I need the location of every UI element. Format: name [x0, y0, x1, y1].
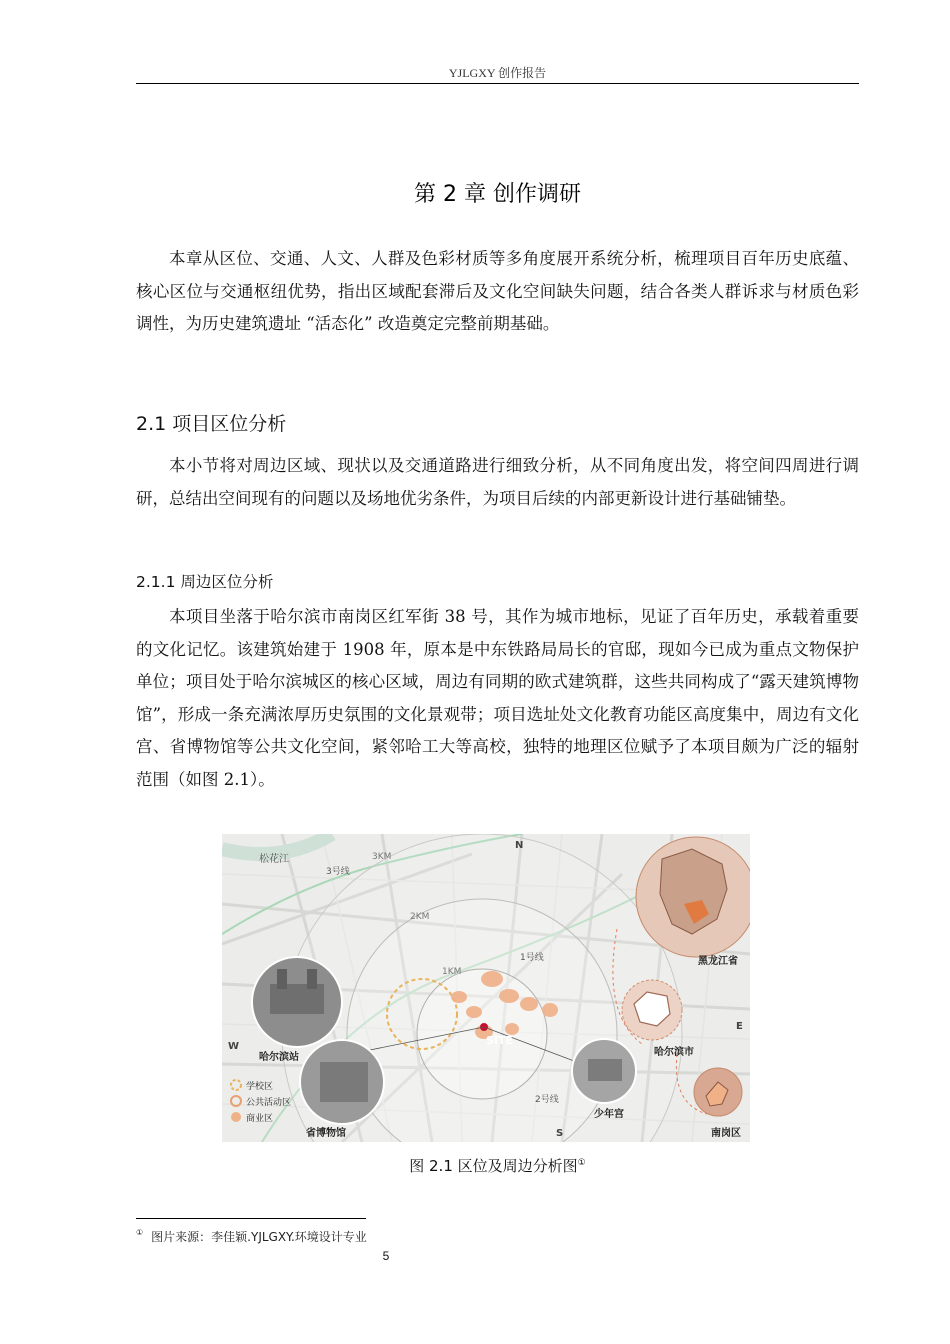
figure-caption-text: 图 2.1 区位及周边分析图	[409, 1157, 578, 1175]
line1-label: 1号线	[520, 953, 544, 963]
line2-label: 2号线	[535, 1095, 559, 1105]
chapter-title: 第 2 章 创作调研	[414, 182, 581, 207]
legend-commercial: 商业区	[246, 1114, 274, 1124]
running-header: YJLGXY 创作报告	[448, 66, 547, 80]
province-label: 黑龙江省	[698, 956, 738, 967]
west-label: W	[228, 1041, 240, 1052]
youth-palace-label: 少年宫	[594, 1109, 624, 1120]
figure-caption	[136, 1155, 859, 1176]
section-heading-2-1-1: 2.1.1 周边区位分析	[136, 573, 274, 591]
page-number: 5	[382, 1249, 390, 1263]
location-map	[222, 834, 750, 1142]
footnote-mark: ①	[136, 1228, 144, 1237]
museum-label: 省博物馆	[306, 1128, 346, 1139]
section-2-1-paragraph: 本小节将对周边区域、现状以及交通道路进行细致分析，从不同角度出发，将空间四周进行调研，总结出空间现有的问题以及场地优劣条件，为项目后续的内部更新设计进行基础铺垫。	[136, 456, 859, 508]
station-label: 哈尔滨站	[259, 1052, 299, 1063]
ring2-label: 2KM	[410, 912, 430, 922]
footnote	[136, 1228, 367, 1245]
ring3-label: 3KM	[372, 852, 392, 862]
section-heading-2-1: 2.1 项目区位分析	[136, 413, 287, 435]
district-label: 南岗区	[711, 1128, 741, 1139]
footnote-text: 图片来源：李佳颖.YJLGXY.环境设计专业	[151, 1230, 367, 1244]
legend-school: 学校区	[246, 1082, 274, 1092]
south-label: S	[556, 1128, 564, 1139]
section-2-1-1-paragraph: 本项目坐落于哈尔滨市南岗区红军街 38 号，其作为城市地标，见证了百年历史，承载着重要的文化记忆。该建筑始建于 1908 年，原本是中东铁路局局长的官邸，现如今已成为重点文物保护单位；项目处于哈尔滨城区的核心区域，周边有同期的欧式建筑群，这些共同构成了“露天建筑博物馆”，形成一条充满浓厚历史氛围的文化景观带；项目选址处文化教育功能区高度集中，周边有文化宫、省博物馆等公共文化空间，紧邻哈工大等高校，独特的地理区位赋予了本项目颇为广泛的辐射范围（如图 2.1）。	[136, 607, 859, 789]
legend-school-swatch	[231, 1080, 241, 1090]
location-analysis-figure	[222, 834, 750, 1142]
city-label: 哈尔滨市	[654, 1047, 694, 1058]
legend-public: 公共活动区	[246, 1098, 292, 1108]
map-legend	[231, 1080, 291, 1124]
river-label: 松花江	[259, 854, 289, 865]
intro-paragraph: 本章从区位、交通、人文、人群及色彩材质等多角度展开系统分析，梳理项目百年历史底蕴、核心区位与交通枢纽优势，指出区域配套滞后及文化空间缺失问题，结合各类人群诉求与材质色彩调性，为历史建筑遗址 “活态化” 改造奠定完整前期基础。	[136, 249, 859, 333]
north-label: N	[515, 840, 524, 851]
line3-label: 3号线	[326, 867, 350, 877]
footnote-rule	[136, 1218, 366, 1219]
east-label: E	[736, 1021, 743, 1032]
river	[222, 834, 332, 854]
site-label: SITE	[486, 1034, 514, 1047]
header-rule	[136, 83, 859, 84]
figure-caption-footnote-mark: ①	[577, 1158, 586, 1168]
legend-commercial-swatch	[231, 1112, 241, 1122]
ring1-label: 1KM	[442, 967, 462, 977]
